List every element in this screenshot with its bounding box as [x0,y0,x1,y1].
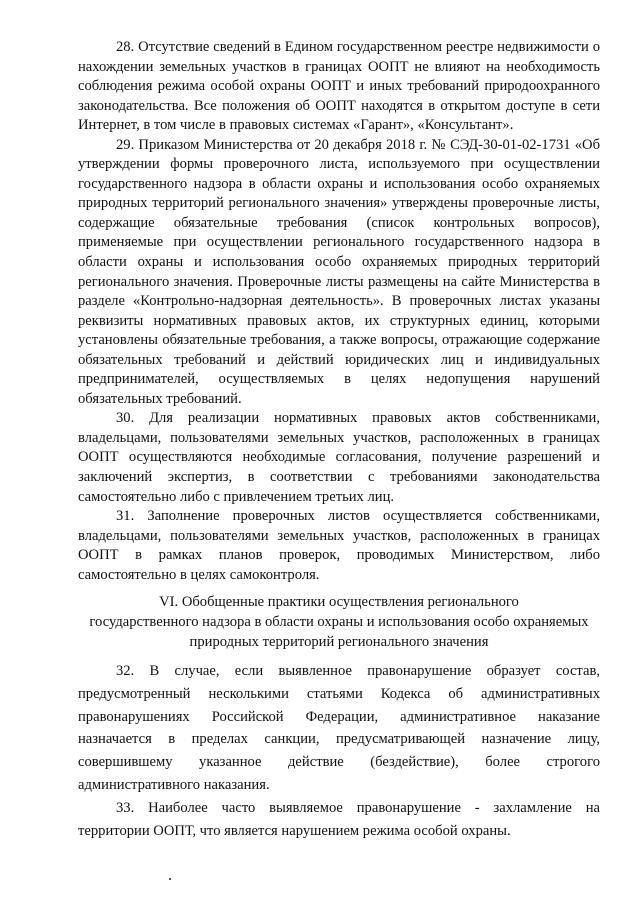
paragraph-number: 30. [116,410,135,427]
paragraph-29 [78,136,600,410]
paragraph-text: Отсутствие сведений в Едином государственном реестре недвижимости о нахождении земельных участков в границах ООПТ не влияют на необходимость соблюдения режима особой охраны ООПТ и иных требований природоохранного законодательства. Все положения об ООПТ находятся в открытом доступе в сети Интернет, в том числе в правовых системах «Гарант», «Консультант». [78,39,601,134]
text-block-upper [78,38,600,585]
paragraph-text: Заполнение проверочных листов осуществляется собственниками, владельцами, пользователями земельных участков, расположенных в границах ООПТ в рамках планов проверок, проводимых Министерством, либо самостоятельно в целях самоконтроля. [78,508,600,583]
paragraph-31 [78,507,600,585]
section-heading [78,592,600,652]
paragraph-30 [78,409,600,507]
paragraph-32 [78,660,600,797]
section-heading-line-3: природных территорий регионального значения [189,634,489,650]
paragraph-text: Приказом Министерства от 20 декабря 2018 г. № СЭД-30-01-02-1731 «Об утверждении формы проверочного листа, используемого при осуществлении государственного надзора в области охраны и использования особо охраняемых природных территорий регионального значения» утверждены проверочные листы, содержащие обязательные требования (список контрольных вопросов), применяемые при осуществлении регионального государственного надзора в области охраны и использования особо охраняемых природных территорий регионального значения. Проверочные листы размещены на сайте Министерства в разделе «Контрольно-надзорная деятельность». В проверочных листах указаны реквизиты нормативных правовых актов, их структурных единиц, которыми установлены обязательные требования, а также вопросы, отражающие содержание обязательных требований и действий юридических лиц и индивидуальных предпринимателей, осуществляемых в целях недопущения нарушений обязательных требований. [78,136,601,407]
paragraph-text: Для реализации нормативных правовых актов собственниками, владельцами, пользователями земельных участков, расположенных в границах ООПТ осуществляются необходимые согласования, получение разрешений и заключений экспертиз, в соответствии с требованиями законодательства самостоятельно либо с привлечением третьих лиц. [78,410,600,505]
paragraph-number: 31. [116,508,135,525]
section-heading-line-1: VI. Обобщенные практики осуществления регионального [159,594,519,610]
paragraph-33 [78,797,600,843]
text-block-lower [78,660,600,842]
paragraph-number: 28. [116,39,135,55]
paragraph-number: 33. [116,799,135,816]
paragraph-text: В случае, если выявленное правонарушение образует состав, предусмотренный несколькими статьями Кодекса об административных правонарушениях Российской Федерации, административное наказание назначается в пределах санкции, предусматривающей назначение лицу, совершившему указанное действие (бездействие), более строгого административного наказания. [78,663,601,793]
section-heading-line-2: государственного надзора в области охраны и использования особо охраняемых [89,614,589,630]
paragraph-text: Наиболее часто выявляемое правонарушение - захламление на территории ООПТ, что является нарушением режима особой охраны. [78,799,600,839]
paragraph-number: 29. [116,136,135,153]
scan-speck [169,878,171,880]
paragraph-28 [78,38,600,136]
paragraph-number: 32. [116,663,135,679]
